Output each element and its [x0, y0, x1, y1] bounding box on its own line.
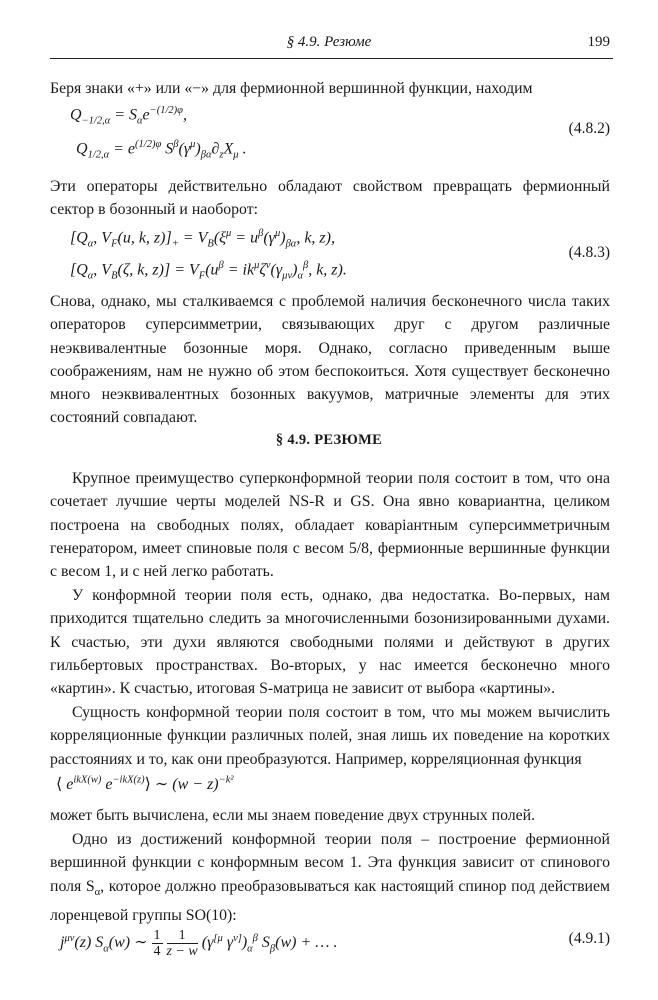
achievement-subscript: α [94, 886, 101, 898]
paragraph-computable: может быть вычислена, если мы знаем поведение двух струнных полей. [50, 807, 536, 824]
equation-4-8-2-line1: $Q_{-1/2,\alpha} = S_\alpha e^{-(1/2)\varphi}$, [70, 105, 187, 127]
equation-4-8-2-line2: $Q_{1/2,\alpha} = e^{(1/2)\varphi}$ $S^\beta(\gamma^\mu)_{\beta\alpha}\partial_zX_\mu$ . [76, 139, 247, 161]
equation-number-4-9-1: (4.9.1) [568, 930, 610, 947]
equation-4-9-1: $j^{\mu\nu}(z)$ $S_\alpha(w)$ ∼ $\frac{1}{4}$ $\frac{1}{z - w}$ ($\gamma^{[\mu}$ $\gamma^{\nu]})_\alpha^\beta$ $S_\beta(w)$ + … . [60, 928, 338, 959]
paragraph-achievement [50, 828, 610, 927]
header-section-title: § 4.9. Резюме [286, 34, 372, 50]
paragraph-operators: Эти операторы действительно обладают свойством превращать фермионный сектор в бозонный и наоборот: [50, 178, 610, 219]
paragraph-drawbacks: У конформной теории поля есть, однако, два недостатка. Во-первых, нам приходится тщательно следить за многочисленными бозонизированными духами. К счастью, эти духи являются свободными полями и действуют в других гильбертовых пространствах. Во-вторых, у нас имеется бесконечно много «картин». К счастью, итоговая S-матрица не зависит от выбора «картины». [50, 587, 610, 698]
equation-4-8-3-line1: [$Q_\alpha$, $V_F(u$, k, $z)]_+ = V_B(\xi^\mu = u^\beta(\gamma^\mu)_{\beta\alpha}$, k, z), [70, 228, 335, 250]
equation-number-4-8-3: (4.8.3) [568, 244, 610, 261]
equation-4-8-3-line2: [$Q_\alpha$, $V_B(\zeta$, k, $z)] = V_F(u^\beta = ik^\mu\zeta^\nu(\gamma_{\mu\nu})_\alpha^\beta$, k, z). [70, 260, 347, 282]
section-heading: § 4.9. РЕЗЮМЕ [275, 432, 383, 448]
running-header [0, 34, 658, 58]
paragraph-advantages: Крупное преимущество суперконформной теории поля состоит в том, что она сочетает лучшие черты моделей NS-R и GS. Она явно ковариантна, целиком построена на свободных полях, обладает коваріантным суперсимметричным генератором, имеет спиновые поля с весом 5/8, фермионные вершинные функции с весом 1, и с ней легко работать. [50, 470, 610, 581]
paragraph-essence: Сущность конформной теории поля состоит в том, что мы можем вычислить корреляционные функции различных полей, зная лишь их поведение на коротких расстояниях и то, как они преобразуются. Например, корреляционная функция [50, 704, 610, 768]
frac-one-quarter: $\frac{1}{4}$ [153, 928, 161, 959]
equation-number-4-8-2: (4.8.2) [568, 120, 610, 137]
paragraph-infinite-operators: Снова, однако, мы сталкиваемся с проблемой наличия бесконечного числа таких операторов суперсимметрии, связывающих друг с другом различные неэквивалентные бозонные моря. Однако, согласно приведенным выше соображениям, нам не нужно об этом беспокоиться. Хотя существует бесконечно много неэквивалентных бозонных вакуумов, матричные элементы для этих состояний совпадают. [50, 293, 610, 427]
achievement-text: Одно из достижений конформной теории поля – построение фермионной вершинной функции с конформным весом 1. Эта функция зависит от спинового поля S [50, 831, 610, 895]
frac-propagator: $\frac{1}{z - w}$ [166, 928, 198, 959]
achievement-text-end: , которое должно преобразовываться как настоящий спинор под действием лоренцевой группы SO(10): [50, 877, 610, 925]
page-number: 199 [587, 34, 610, 50]
header-rule [50, 58, 613, 59]
paragraph-intro: Беря знаки «+» или «−» для фермионной вершинной функции, находим [50, 80, 533, 97]
correlation-function-equation: ⟨ $e^{ikX(w)}$ $e^{-ikX(z)}⟩$ ∼ $(w - z)^{-k^2}$ [56, 774, 234, 793]
